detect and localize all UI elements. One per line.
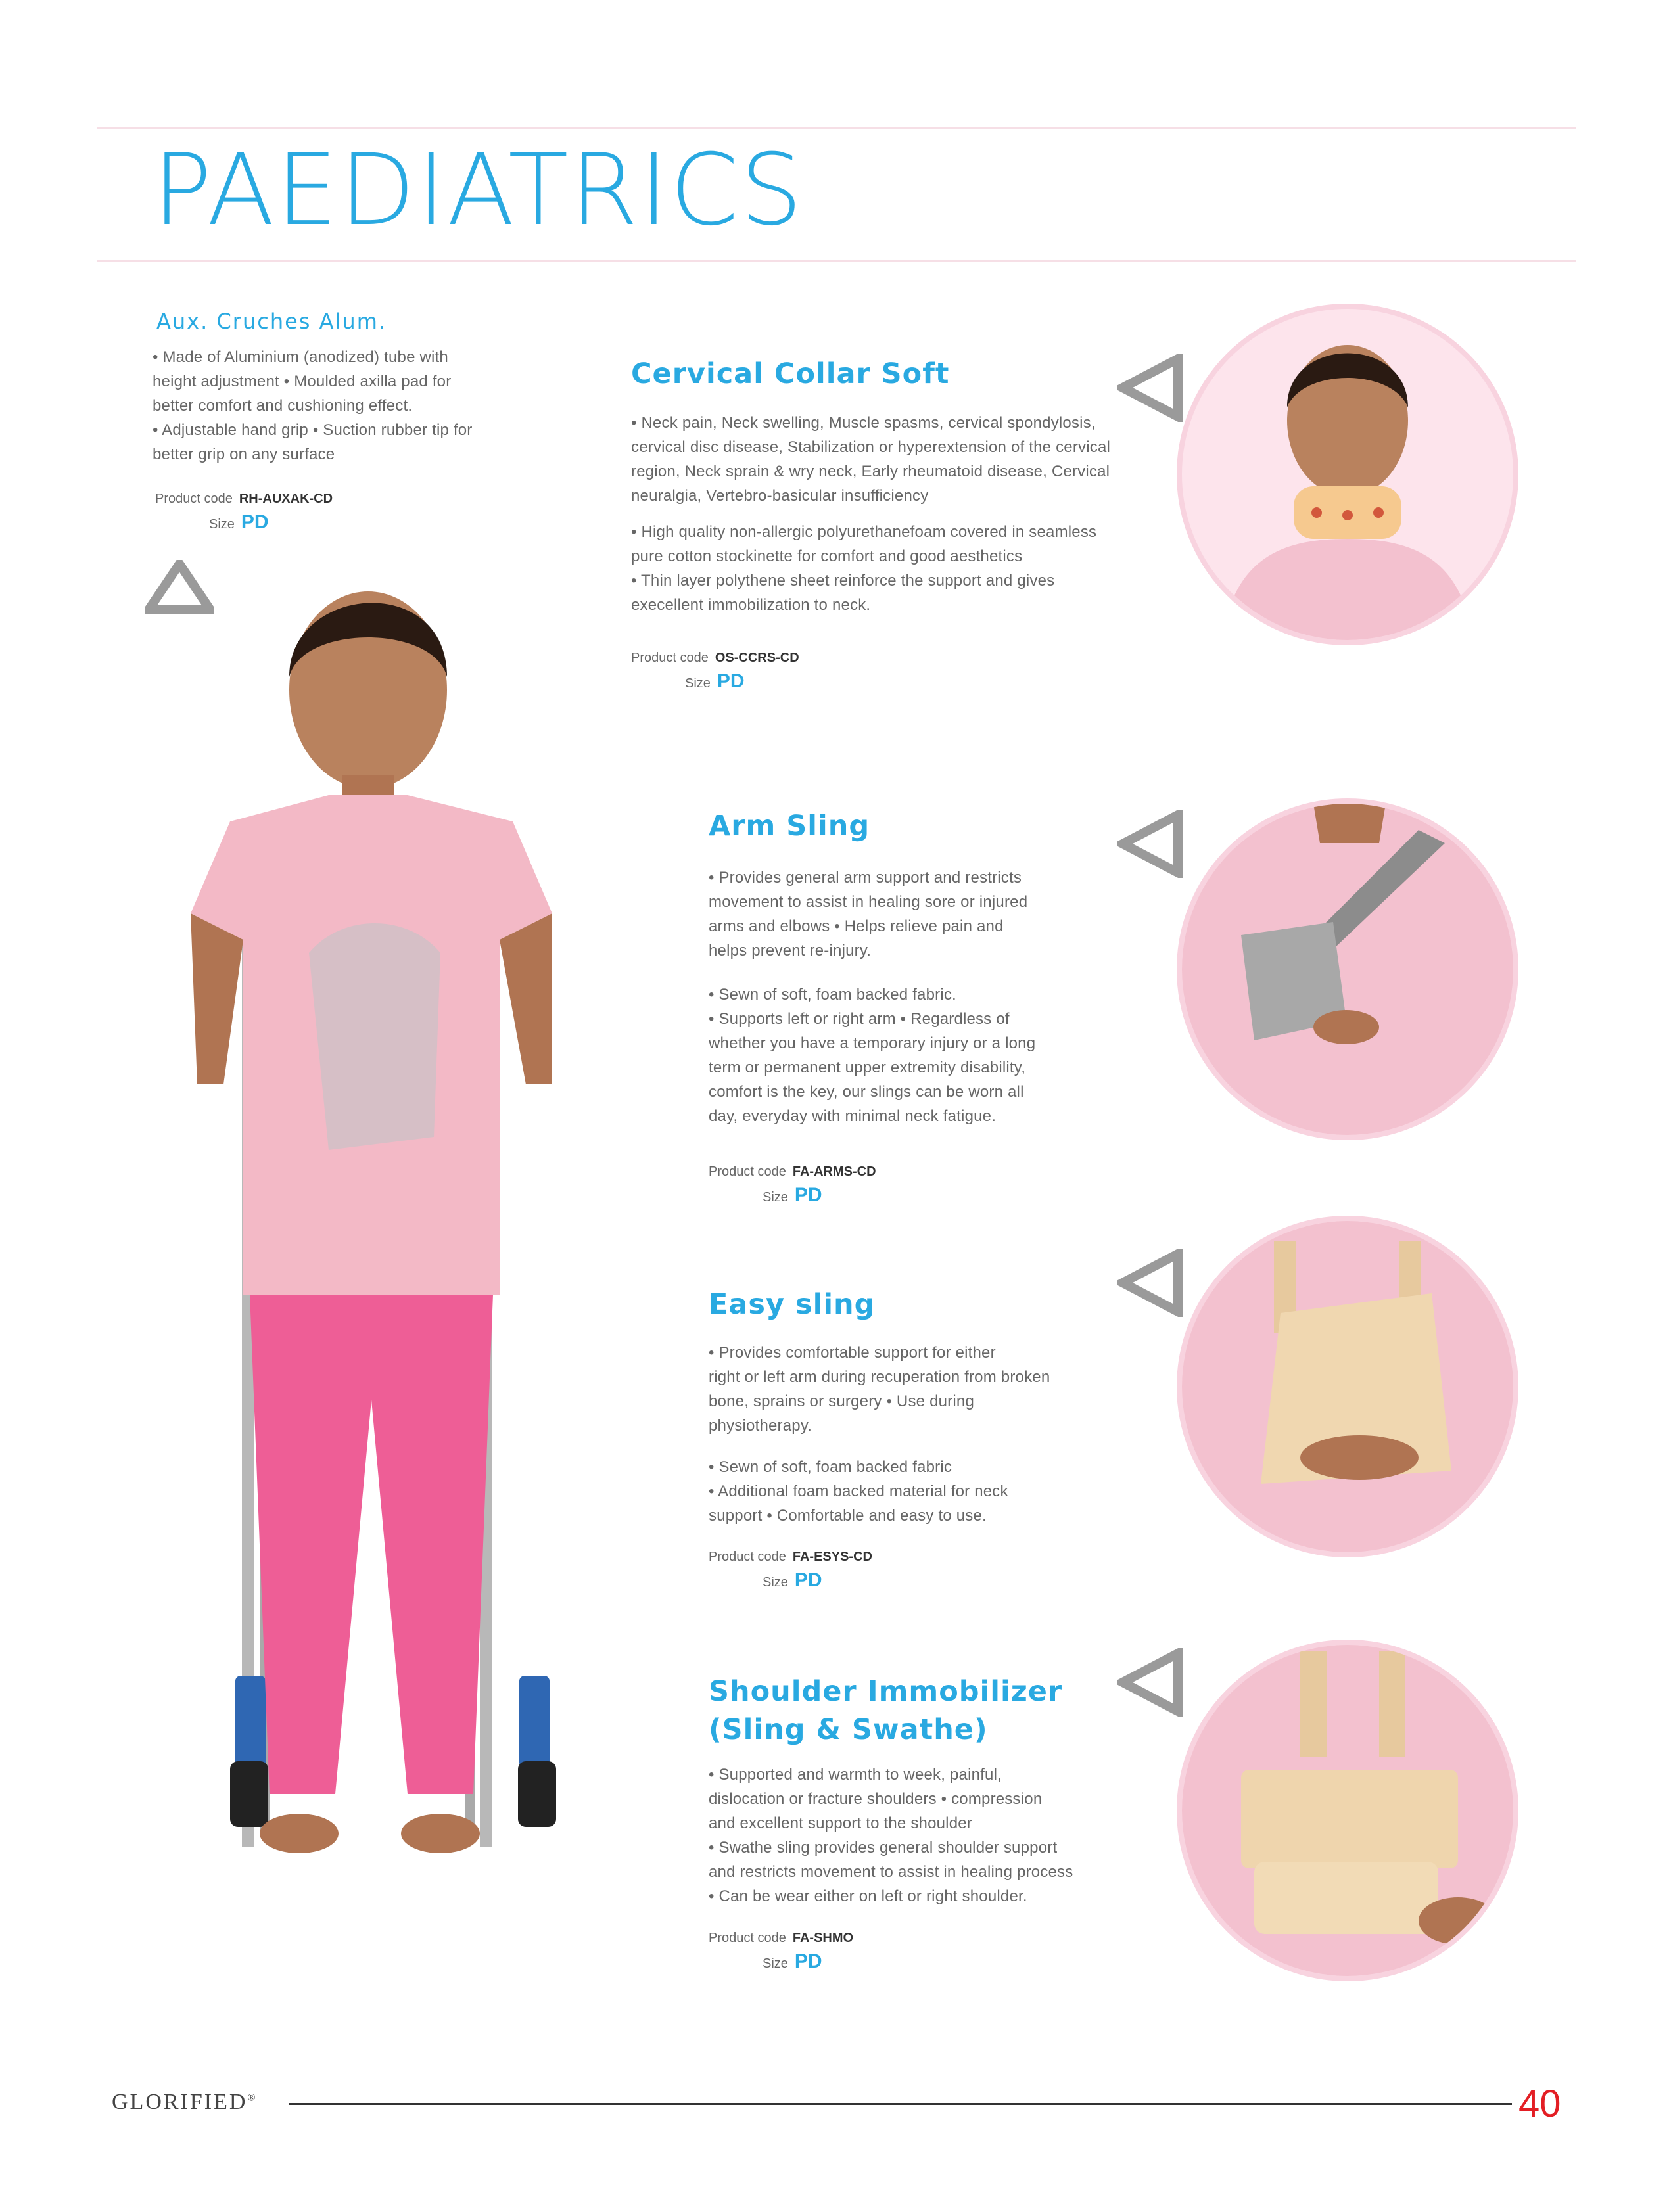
desc-line: • High quality non-allergic polyurethanefoam covered in seamless — [631, 523, 1097, 541]
easy-sling-size — [763, 1569, 822, 1592]
easy-sling-product-code — [709, 1550, 872, 1565]
size-label: Size — [763, 1575, 788, 1590]
desc-line: cervical disc disease, Stabilization or hyperextension of the cervical — [631, 438, 1111, 456]
cervical-collar-product-code — [631, 651, 799, 666]
desc-line: • Additional foam backed material for neck — [709, 1483, 1008, 1500]
desc-line: comfort is the key, our slings can be worn all — [709, 1083, 1024, 1101]
size-label: Size — [763, 1956, 788, 1971]
cervical-collar-photo — [1177, 304, 1518, 645]
registered-mark: ® — [247, 2092, 258, 2104]
desc-line: physiotherapy. — [709, 1417, 812, 1435]
code-value: FA-SHMO — [792, 1931, 854, 1945]
cervical-collar-description — [631, 411, 1157, 617]
desc-line: • Supported and warmth to week, painful, — [709, 1766, 1002, 1784]
desc-line: and excellent support to the shoulder — [709, 1814, 972, 1832]
desc-line: • Supports left or right arm • Regardless of — [709, 1010, 1010, 1028]
spacer — [631, 508, 1157, 520]
code-label: Product code — [709, 1931, 786, 1945]
desc-line: whether you have a temporary injury or a long — [709, 1034, 1036, 1052]
code-value: FA-ARMS-CD — [792, 1164, 876, 1179]
page-number: 40 — [1518, 2083, 1561, 2125]
crutches-line: height adjustment • Moulded axilla pad for — [153, 373, 452, 390]
size-label: Size — [209, 517, 235, 532]
arm-sling-description — [709, 865, 1129, 1128]
desc-line: • Provides general arm support and restricts — [709, 869, 1022, 887]
arm-sling-product-code — [709, 1164, 876, 1180]
shoulder-immobilizer-product-code — [709, 1931, 853, 1946]
size-label: Size — [763, 1190, 788, 1205]
easy-sling-photo — [1177, 1216, 1518, 1557]
code-label: Product code — [631, 651, 709, 665]
spacer — [709, 1438, 1129, 1455]
desc-line: • Thin layer polythene sheet reinforce the support and gives — [631, 572, 1055, 589]
title-line: (Sling & Swathe) — [709, 1713, 988, 1746]
code-label: Product code — [709, 1164, 786, 1179]
desc-line: pure cotton stockinette for comfort and good aesthetics — [631, 547, 1023, 565]
crutches-line: better comfort and cushioning effect. — [153, 397, 413, 415]
desc-line: support • Comfortable and easy to use. — [709, 1507, 987, 1525]
code-label: Product code — [709, 1550, 786, 1564]
code-value: FA-ESYS-CD — [792, 1550, 872, 1564]
product-title-shoulder-immobilizer — [709, 1672, 1062, 1749]
desc-line: movement to assist in healing sore or injured — [709, 893, 1028, 911]
desc-line: and restricts movement to assist in healing process — [709, 1863, 1073, 1881]
crutches-size — [209, 511, 269, 534]
crutches-line: better grip on any surface — [153, 446, 335, 463]
shoulder-immobilizer-description — [709, 1763, 1129, 1908]
crutches-product-code — [155, 492, 333, 507]
arm-sling-photo — [1177, 798, 1518, 1140]
desc-line: neuralgia, Vertebro-basicular insufficiency — [631, 487, 929, 505]
desc-line: day, everyday with minimal neck fatigue. — [709, 1107, 997, 1125]
title-rule — [97, 260, 1576, 262]
desc-line: • Neck pain, Neck swelling, Muscle spasms, cervical spondylosis, — [631, 414, 1096, 432]
footer-rule — [289, 2103, 1512, 2105]
size-label: Size — [685, 676, 711, 691]
triangle-left-icon — [1117, 1249, 1183, 1317]
crutches-description — [153, 345, 560, 467]
brand-logo — [112, 2090, 258, 2115]
desc-line: • Sewn of soft, foam backed fabric — [709, 1458, 952, 1476]
cervical-collar-size — [685, 670, 745, 693]
desc-line: arms and elbows • Helps relieve pain and — [709, 917, 1004, 935]
crutches-line: • Adjustable hand grip • Suction rubber tip for — [153, 421, 473, 439]
size-value: PD — [241, 511, 269, 533]
triangle-left-icon — [1117, 1648, 1183, 1717]
size-value: PD — [794, 1569, 822, 1591]
title-line: Shoulder Immobilizer — [709, 1675, 1063, 1708]
size-value: PD — [794, 1184, 822, 1206]
desc-line: bone, sprains or surgery • Use during — [709, 1393, 974, 1410]
spacer — [709, 963, 1129, 982]
easy-sling-description — [709, 1341, 1129, 1528]
shoulder-immobilizer-size — [763, 1950, 822, 1973]
code-value: OS-CCRS-CD — [715, 651, 799, 665]
desc-line: • Provides comfortable support for either — [709, 1344, 996, 1362]
shoulder-immobilizer-photo — [1177, 1640, 1518, 1981]
desc-line: dislocation or fracture shoulders • compression — [709, 1790, 1043, 1808]
product-title-easy-sling: Easy sling — [709, 1288, 876, 1321]
code-value: RH-AUXAK-CD — [239, 492, 333, 506]
page-title: PAEDIATRICS — [153, 133, 804, 248]
desc-line: term or permanent upper extremity disability, — [709, 1059, 1026, 1076]
desc-line: execellent immobilization to neck. — [631, 596, 871, 614]
code-label: Product code — [155, 492, 233, 506]
crutches-line: • Made of Aluminium (anodized) tube with — [153, 348, 448, 366]
desc-line: helps prevent re-injury. — [709, 942, 872, 959]
product-title-cervical-collar: Cervical Collar Soft — [631, 357, 950, 390]
desc-line: • Can be wear either on left or right shoulder. — [709, 1887, 1027, 1905]
desc-line: right or left arm during recuperation from broken — [709, 1368, 1050, 1386]
triangle-left-icon — [1117, 810, 1183, 878]
desc-line: • Sewn of soft, foam backed fabric. — [709, 986, 956, 1003]
girl-with-crutches-photo — [131, 545, 605, 1978]
triangle-left-icon — [1117, 354, 1183, 422]
desc-line: region, Neck sprain & wry neck, Early rheumatoid disease, Cervical — [631, 463, 1110, 480]
top-rule — [97, 127, 1576, 129]
size-value: PD — [717, 670, 745, 692]
brand-name: GLORIFIED — [112, 2090, 248, 2114]
size-value: PD — [794, 1950, 822, 1972]
arm-sling-size — [763, 1184, 822, 1207]
crutches-title: Aux. Cruches Alum. — [156, 309, 387, 334]
product-title-arm-sling: Arm Sling — [709, 810, 870, 842]
desc-line: • Swathe sling provides general shoulder support — [709, 1839, 1058, 1856]
